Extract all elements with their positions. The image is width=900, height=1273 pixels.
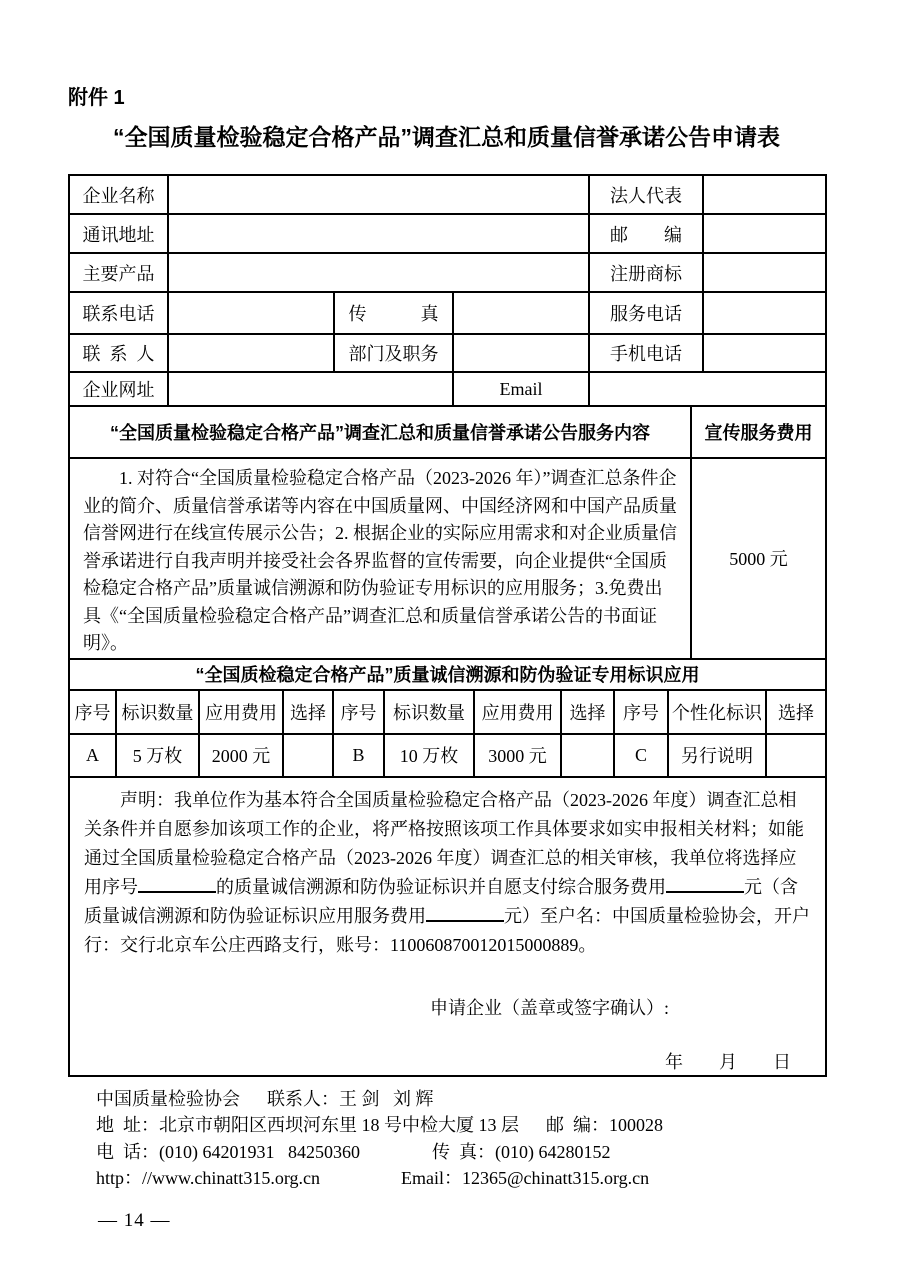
company-name-input[interactable]: [168, 175, 589, 214]
fax-label: 传 真: [334, 292, 453, 334]
signature-label: 申请企业（盖章或签字确认）:: [430, 997, 669, 1018]
website-input[interactable]: [168, 372, 453, 406]
legal-rep-input[interactable]: [703, 175, 826, 214]
col-header-quantity-a: 标识数量: [116, 690, 199, 734]
col-header-select-b: 选择: [561, 690, 614, 734]
email-input[interactable]: [589, 372, 826, 406]
fee-a-value: 2000 元: [199, 734, 283, 777]
service-fee-header: 宣传服务费用: [691, 406, 826, 458]
service-content-text: 1. 对符合“全国质量检验稳定合格产品（2023-2026 年）”调查汇总条件企业的简介、质量信誉承诺等内容在中国质量网、中国经济网和中国产品质量信誉网进行在线宣传展示公告；2. 根据企业的实际应用需求和对企业质量信誉承诺进行自我声明并接受社会各界监督的宣传需要，向企业提供“全国质检稳定合格产品”质量诚信溯源和防伪验证专用标识的应用服务；3.免费出具《“全国质量检验稳定合格产品”调查汇总和质量信誉承诺公告的书面证明》。: [83, 468, 677, 653]
declaration-table: [68, 776, 827, 1077]
phone-input[interactable]: [168, 292, 334, 334]
legal-rep-label: 法人代表: [589, 175, 703, 214]
table-row: [69, 458, 826, 659]
declaration-part4: 元）至户名：中国质量检验协会，开户行：交行北京车公庄西路支行，账号：110060870012015000889。: [84, 905, 810, 955]
serial-number-blank-input[interactable]: [138, 873, 216, 893]
service-content-cell: [69, 458, 691, 659]
mobile-label: 手机电话: [589, 334, 703, 372]
select-b-cell[interactable]: [561, 734, 614, 777]
col-header-serial-a: 序号: [69, 690, 116, 734]
page-number: — 14 —: [98, 1209, 171, 1231]
company-info-table: [68, 174, 827, 407]
declaration-cell: [69, 777, 826, 1076]
products-input[interactable]: [168, 253, 589, 292]
marks-table: [68, 658, 827, 778]
footer-contact-block: [68, 1086, 825, 1192]
fee-b-value: 3000 元: [474, 734, 561, 777]
website-label: 企业网址: [69, 372, 168, 406]
serial-c-value: C: [614, 734, 668, 777]
select-c-cell[interactable]: [766, 734, 826, 777]
declaration-part3: 元（含质量诚信溯源和防伪验证标识应用服务费用: [84, 876, 798, 926]
col-header-fee-b: 应用费用: [474, 690, 561, 734]
col-header-serial-c: 序号: [614, 690, 668, 734]
service-phone-label: 服务电话: [589, 292, 703, 334]
table-row: [69, 175, 826, 214]
address-input[interactable]: [168, 214, 589, 253]
postcode-input[interactable]: [703, 214, 826, 253]
col-header-select-c: 选择: [766, 690, 826, 734]
fax-input[interactable]: [453, 292, 589, 334]
table-row: [69, 372, 826, 406]
serial-b-value: B: [333, 734, 384, 777]
quantity-a-value: 5 万枚: [116, 734, 199, 777]
marks-table-header: “全国质检稳定合格产品”质量诚信溯源和防伪验证专用标识应用: [69, 659, 826, 690]
col-header-fee-a: 应用费用: [199, 690, 283, 734]
col-header-serial-b: 序号: [333, 690, 384, 734]
table-row: [69, 659, 826, 690]
phone-label: 联系电话: [69, 292, 168, 334]
email-label: Email: [453, 372, 589, 406]
contact-label: 联 系 人: [69, 334, 168, 372]
table-row: [69, 734, 826, 777]
products-label: 主要产品: [69, 253, 168, 292]
mark-fee-blank-input[interactable]: [426, 902, 504, 922]
select-a-cell[interactable]: [283, 734, 333, 777]
footer-address-line: 地 址：北京市朝阳区西坝河东里 18 号中检大厦 13 层 邮 编：100028: [96, 1115, 663, 1135]
service-content-header: “全国质量检验稳定合格产品”调查汇总和质量信誉承诺公告服务内容: [69, 406, 691, 458]
custom-mark-value: 另行说明: [668, 734, 766, 777]
mobile-input[interactable]: [703, 334, 826, 372]
declaration-text: [84, 786, 811, 960]
quantity-b-value: 10 万枚: [384, 734, 474, 777]
page-title: “全国质量检验稳定合格产品”调查汇总和质量信誉承诺公告申请表: [113, 124, 780, 150]
service-fee-value: 5000 元: [691, 458, 826, 659]
trademark-label: 注册商标: [589, 253, 703, 292]
declaration-part2: 的质量诚信溯源和防伪验证标识并自愿支付综合服务费用: [216, 876, 666, 897]
dept-input[interactable]: [453, 334, 589, 372]
table-row: [69, 690, 826, 734]
contact-input[interactable]: [168, 334, 334, 372]
trademark-input[interactable]: [703, 253, 826, 292]
col-header-custom-mark: 个性化标识: [668, 690, 766, 734]
postcode-label: 邮 编: [589, 214, 703, 253]
total-fee-blank-input[interactable]: [666, 873, 744, 893]
table-row: [69, 406, 826, 458]
company-name-label: 企业名称: [69, 175, 168, 214]
footer-association-line: 中国质量检验协会 联系人：王 剑 刘 辉: [96, 1088, 434, 1109]
declaration-part1: 声明：我单位作为基本符合全国质量检验稳定合格产品（2023-2026 年度）调查汇总相关条件并自愿参加该项工作的企业，将严格按照该项工作具体要求如实申报相关材料；如能通过全国质量检验稳定合格产品（2023-2026 年度）调查汇总的相关审核，我单位将选择应用序号: [84, 789, 804, 897]
footer-web-email-line: http：//www.chinatt315.org.cn Email：12365@chinatt315.org.cn: [96, 1168, 650, 1188]
table-row: [69, 292, 826, 334]
service-content-table: [68, 405, 827, 660]
signature-date-line: 年 月 日: [665, 1051, 791, 1072]
table-row: [69, 214, 826, 253]
address-label: 通讯地址: [69, 214, 168, 253]
serial-a-value: A: [69, 734, 116, 777]
col-header-select-a: 选择: [283, 690, 333, 734]
service-phone-input[interactable]: [703, 292, 826, 334]
table-row: [69, 334, 826, 372]
table-row: [69, 777, 826, 1076]
attachment-label: 附件 1: [68, 87, 125, 109]
footer-phone-line: 电 话：(010) 64201931 84250360 传 真：(010) 64280152: [96, 1141, 611, 1162]
table-row: [69, 253, 826, 292]
col-header-quantity-b: 标识数量: [384, 690, 474, 734]
dept-label: 部门及职务: [334, 334, 453, 372]
